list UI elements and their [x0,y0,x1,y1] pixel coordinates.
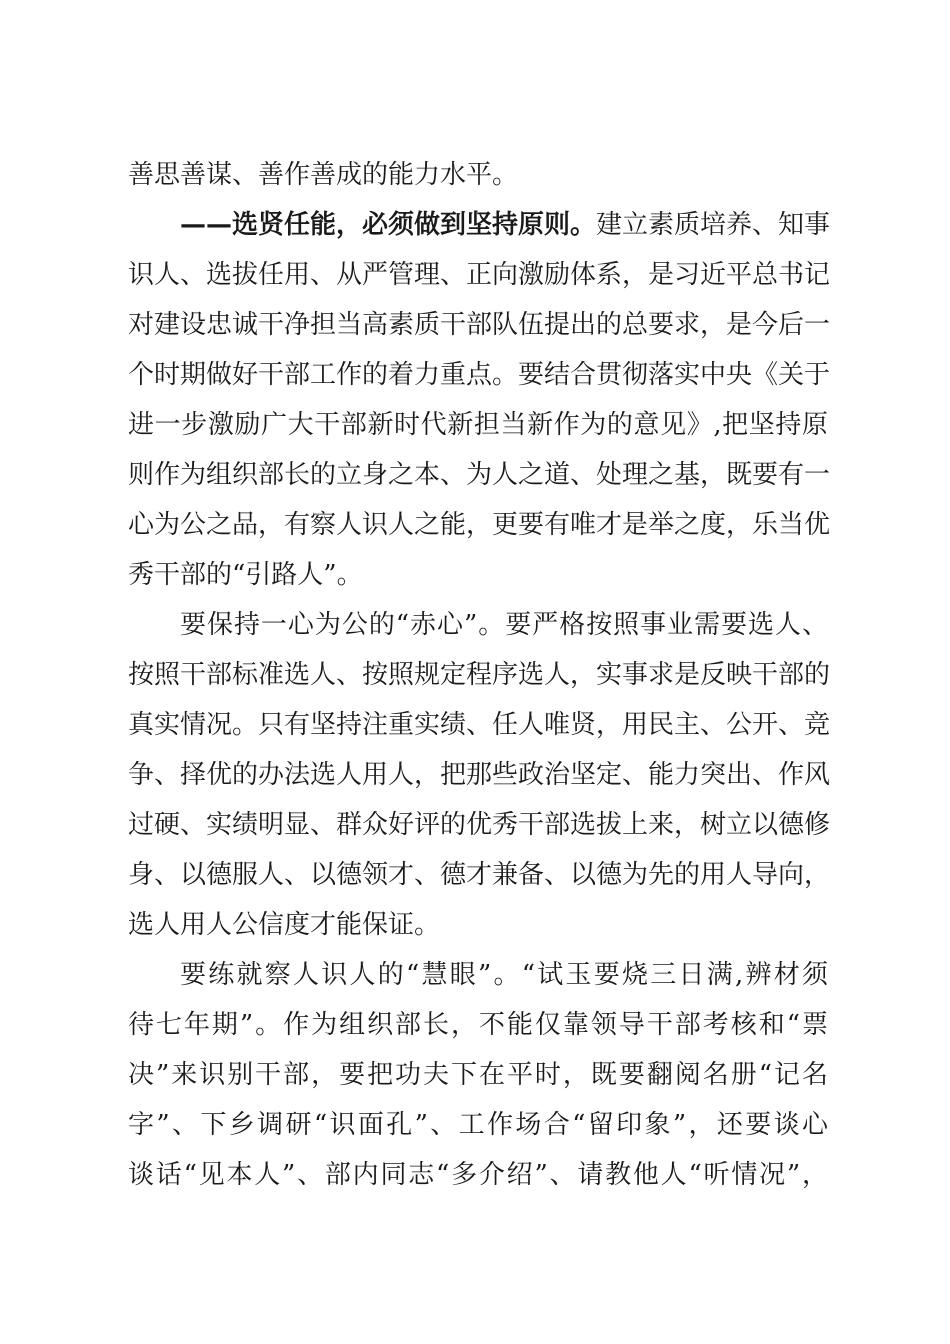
text-line: 则作为组织部长的立身之本、为人之道、处理之基，既要有一 [128,460,831,490]
text-line: 对建设忠诚干净担当高素质干部队伍提出的总要求，是今后一 [128,310,831,340]
text-line: 争、择优的办法选人用人，把那些政治坚定、能力突出、作风 [128,760,831,790]
section-heading: ——选贤任能，必须做到坚持原则。 [180,210,597,240]
text-line: 识人、选拔任用、从严管理、正向激励体系，是习近平总书记 [128,260,831,290]
text-line: 秀干部的“引路人”。 [128,560,363,590]
text-line: 要保持一心为公的“赤心”。要严格按照事业需要选人、 [180,610,828,640]
text-line: 待七年期”。作为组织部长，不能仅靠领导干部考核和“票 [128,1010,828,1040]
text-line: 谈话“见本人”、部内同志“多介绍”、请教他人“听情况”， [128,1160,828,1190]
text-line: 善思善谋、善作善成的能力水平。 [128,160,519,190]
section-heading-line: ——选贤任能，必须做到坚持原则。建立素质培养、知事 [180,210,831,240]
text-line: 进一步激励广大干部新时代新担当新作为的意见》,把坚持原 [128,410,828,440]
text-line: 个时期做好干部工作的着力重点。要结合贯彻落实中央《关于 [128,360,831,390]
text-line: 决”来识别干部，要把功夫下在平时，既要翻阅名册“记名 [128,1060,828,1090]
text-line: 真实情况。只有坚持注重实绩、任人唯贤，用民主、公开、竞 [128,710,831,740]
text-line: 选人用人公信度才能保证。 [128,910,441,940]
text-line: 字”、下乡调研“识面孔”、工作场合“留印象”，还要谈心 [128,1110,828,1140]
text-line: 心为公之品，有察人识人之能，更要有唯才是举之度，乐当优 [128,510,831,540]
text-line: 过硬、实绩明显、群众好评的优秀干部选拔上来，树立以德修 [128,810,831,840]
text-line: 按照干部标准选人、按照规定程序选人，实事求是反映干部的 [128,660,831,690]
text-line: 要练就察人识人的“慧眼”。“试玉要烧三日满,辨材须 [180,960,828,990]
text-line: 身、以德服人、以德领才、德才兼备、以德为先的用人导向， [128,860,831,890]
